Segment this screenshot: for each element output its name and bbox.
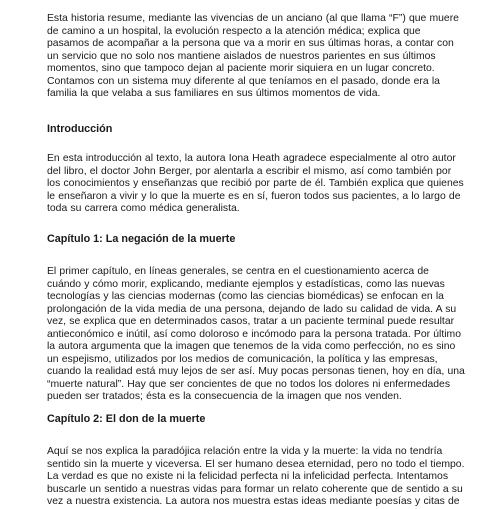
chapter2-heading: Capítulo 2: El don de la muerte xyxy=(47,413,206,425)
chapter2-paragraph: Aquí se nos explica la paradójica relación entre la vida y la muerte: la vida no tendría sentido sin la muerte y viceversa. El ser humano desea eternidad, pero no todo el tiempo. La verdad es que no existe ni la felicidad perfecta ni la infelicidad perfecta. Intentamos buscarle un sentido a nuestras vidas para formar un relato coherente que de sentido a su vez a nuestra existencia. La autora nos muestra estas ideas mediante poesías y citas de xyxy=(47,446,465,507)
chapter1-heading: Capítulo 1: La negación de la muerte xyxy=(47,233,236,245)
introduction-paragraph: En esta introducción al texto, la autora Iona Heath agradece especialmente al otro autor del libro, el doctor John Berger, por alentarla a escribir el mismo, así como también por los conocimientos y enseñanzas que recibió por parte de él. También explica que quienes le enseñaron a vivir y lo que la muerte es en sí, fueron todos sus pacientes, a lo largo de toda su carrera como médica generalista. xyxy=(47,153,464,214)
summary-paragraph: Esta historia resume, mediante las vivencias de un anciano (al que llama “F”) que muere de camino a un hospital, la evolución respecto a la atención médica; explica que pasamos de acompañar a la persona que va a morir en sus últimas horas, a contar con un servicio que no solo nos mantiene aislados de nuestros parientes en sus últimos momentos, sino que tampoco dejan al paciente morir siquiera en un lugar concreto. Contamos con un sistema muy diferente al que teníamos en el pasado, donde era la familia la que velaba a sus familiares en sus últimos momentos de vida. xyxy=(47,13,459,99)
chapter1-paragraph: El primer capítulo, en líneas generales, se centra en el cuestionamiento acerca de cuándo y cómo morir, explicando, mediante ejemplos y estadísticas, como las nuevas tecnologías y las ciencias modernas (como las ciencias biomédicas) se enfocan en la prolongación de la vida media de una persona, dejando de lado su calidad de vida. A su vez, se explica que en determinados casos, tratar a un paciente terminal puede resultar antieconómico e inútil, así como doloroso e incómodo para la persona tratada. Por último la autora argumenta que la imagen que tenemos de la vida como perfección, no es sino un espejismo, utilizados por los medios de comunicación, la política y las empresas, cuando la realidad está muy lejos de ser así. Muy pocas personas tienen, hoy en día, una “muerte natural”. Hay que ser concientes de que no todos los dolores ni enfermedades pueden ser tratados; ésta es la consecuencia de la imagen que nos venden. xyxy=(47,266,465,402)
introduction-heading: Introducción xyxy=(47,123,113,135)
